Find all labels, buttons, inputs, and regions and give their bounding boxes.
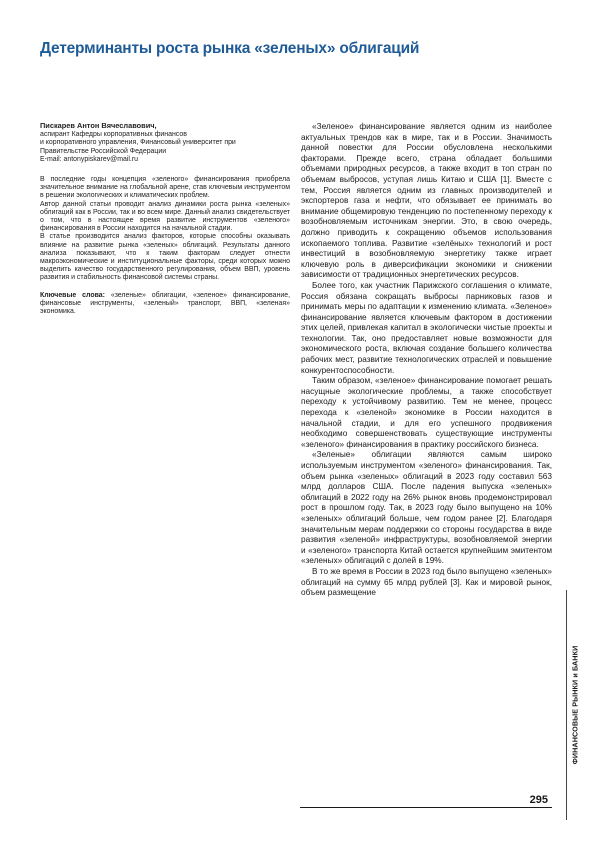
keywords-text: «зеленые» облигации, «зеленое» финансирование, финансовые инструменты, «зеленый» транспорт, ВВП, «зеленая» экономика. [40, 291, 290, 316]
author-name: Пискарев Антон Вячеславович, [40, 121, 157, 130]
footer-rule [300, 807, 552, 808]
author-affiliation-line: и корпоративного управления, Финансовый университет при [40, 139, 236, 147]
abstract-paragraph: Автор данной статьи проводит анализ динамики роста рынка «зеленых» облигаций как в России, так и во всем мире. Данный анализ свидетельствует о том, что в настоящее время развитие инструментов «зеленого» финансирования в России находится на начальной стадии. [40, 200, 290, 233]
article-title: Детерминанты роста рынка «зеленых» облигаций [40, 40, 420, 57]
author-affiliation-line: аспирант Кафедры корпоративных финансов [40, 131, 187, 139]
main-text-column [301, 122, 552, 599]
abstract-paragraph: В последние годы концепция «зеленого» финансирования приобрела значительное внимание на глобальной арене, став ключевым инструментом в решении экологических и климатических проблем. [40, 176, 290, 200]
abstract [40, 176, 290, 283]
keywords-label: Ключевые слова: [40, 291, 105, 299]
keywords [40, 292, 290, 317]
journal-section-label: ФИНАНСОВЫЕ РЫНКИ и БАНКИ [570, 645, 580, 765]
body-paragraph: «Зеленые» облигации являются самым широко используемым инструментом «зеленого» финансирования. Так, объем рынка «зеленых» облигаций в 2023 году составил 563 млрд долларов США. После падения выпуска «зеленых» облигаций в 2022 году на 26% рынок вновь продемонстрировал рост в прошлом году. Так, в 2023 году было выпущено на 10% «зеленых» облигаций больше, чем годом ранее [2]. Благодаря значительным мерам поддержки со стороны государства в виде развития «зеленой» инфраструктуры, возобновляемой энергии и «зеленого» транспорта Китай остается крупнейшим эмитентом «зеленых» облигаций с долей в 19%. [301, 450, 552, 566]
body-paragraph: В то же время в России в 2023 год было выпущено «зеленых» облигаций на сумму 65 млрд рублей [3]. Как и мировой рынок, объем размещение [301, 566, 552, 598]
abstract-paragraph: В статье производится анализ факторов, которые способны оказывать влияние на развитие рынка «зеленых» облигаций. Результаты данного анализа показывают, что к таким факторам следует отнести макроэкономические и институциональные факторы, среди которых можно выделить качество государственного регулирования, объем ВВП, уровень развития и стабильность финансовой системы страны. [40, 233, 290, 282]
body-paragraph: Таким образом, «зеленое» финансирование помогает решать насущные экологические проблемы, а также способствует переходу к устойчивому развитию. Тем не менее, процесс перехода к «зеленой» экономике в России находится в начальной стадии, и для его успешного продвижения необходимо совершенствовать существующие инструменты «зеленого» финансирования в практику российского бизнеса. [301, 376, 552, 449]
section-divider-line [566, 590, 567, 820]
body-paragraph: «Зеленое» финансирование является одним из наиболее актуальных трендов как в мире, так и в России. Значимость данной повестки для России обусловлена несколькими факторами. Прежде всего, страна обладает большими объемами природных ресурсов, а также входит в топ стран по объемам выбросов, уступая лишь Китаю и США [1]. Вместе с тем, Россия является одним из главных производителей и экспортеров газа и нефти, что обязывает ее принимать во внимание общемировую тенденцию по постепенному переходу к возобновляемым источникам энергии. Это, в свою очередь, должно приводить к сокращению объемов использования ископаемого топлива. Развитие «зелёных» технологий и рост инвестиций в возобновляемую энергетику также играет ключевую роль в диверсификации экономики и снижении зависимости от традиционных энергетических ресурсов. [301, 122, 552, 280]
author-affiliation-line: Правительстве Российской Федерации [40, 147, 167, 155]
body-paragraph: Более того, как участник Парижского соглашения о климате, Россия обязана сокращать выбросы парниковых газов и принимать меры по адаптации к изменению климата. «Зеленое» финансирование является ключевым фактором в достижении этих целей, привлекая капитал в экологически чистые проекты и технологии. Так, оно предоставляет новые возможности для экономического роста, включая создание большего количества рабочих мест, развитие технологических отраслей и повышение конкурентоспособности. [301, 280, 552, 375]
left-column [40, 122, 290, 316]
page-number: 295 [529, 794, 548, 806]
author-email: E-mail: antonypiskarev@mail.ru [40, 155, 139, 163]
